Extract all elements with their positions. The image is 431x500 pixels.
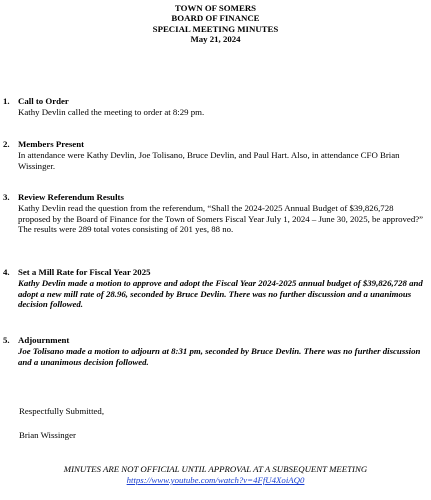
motion-text: Joe Tolisano made a motion to adjourn at 8:31 pm, seconded by Bruce Devlin. There was no further discussion and a unanimous decision followed. [18, 346, 421, 367]
approval-note: MINUTES ARE NOT OFFICIAL UNTIL APPROVAL AT A SUBSEQUENT MEETING [63, 464, 368, 474]
section-adjournment [0, 335, 431, 367]
section-set-mill-rate [0, 267, 431, 310]
respectfully-submitted: Respectfully Submitted, [19, 406, 105, 416]
section-title: Review Referendum Results [18, 192, 124, 202]
section-number: 5. [3, 335, 10, 345]
meeting-date: May 21, 2024 [190, 34, 241, 45]
section-body [18, 278, 424, 310]
motion-text: Kathy Devlin made a motion to approve and adopt the Fiscal Year 2024-2025 annual budget of $39,826,728 and adopt a new mill rate of 28.96, seconded by Bruce Devlin. There was no further discussion and a unanimous decision followed. [18, 278, 423, 310]
section-title: Members Present [18, 139, 85, 149]
section-review-referendum [0, 192, 431, 235]
section-call-to-order [0, 96, 431, 118]
section-body [18, 150, 424, 171]
document-title: SPECIAL MEETING MINUTES [152, 23, 279, 34]
signature-name: Brian Wissinger [19, 430, 76, 440]
town-name: TOWN OF SOMERS [174, 3, 257, 13]
section-number: 4. [3, 267, 10, 277]
section-title: Set a Mill Rate for Fiscal Year 2025 [18, 267, 151, 277]
board-name: BOARD OF FINANCE [171, 13, 260, 24]
referendum-results: The results were 289 total votes consisting of 201 yes, 88 no. [18, 224, 234, 235]
section-title: Adjournment [18, 335, 70, 345]
document-footer [0, 464, 431, 486]
section-members-present [0, 139, 431, 171]
section-number: 2. [3, 139, 10, 149]
section-body [18, 203, 424, 235]
video-link[interactable]: https://www.youtube.com/watch?v=4FfU4XoiAQ0 [126, 475, 305, 485]
section-title: Call to Order [18, 96, 69, 106]
section-body [18, 107, 424, 118]
section-number: 3. [3, 192, 10, 202]
section-text: Kathy Devlin called the meeting to order at 8:29 pm. [18, 107, 205, 117]
section-text: Kathy Devlin read the question from the referendum, “Shall the 2024-2025 Annual Budget of $39,826,728 proposed by the Board of Finance for the Town of Somers Fiscal Year July 1, 2024 – June 30, 2025, be approved?” [18, 203, 424, 224]
section-number: 1. [3, 96, 10, 106]
section-body [18, 346, 424, 367]
section-text: In attendance were Kathy Devlin, Joe Tolisano, Bruce Devlin, and Paul Hart. Also, in attendance CFO Brian Wissinger. [18, 150, 400, 171]
document-header [0, 3, 431, 45]
